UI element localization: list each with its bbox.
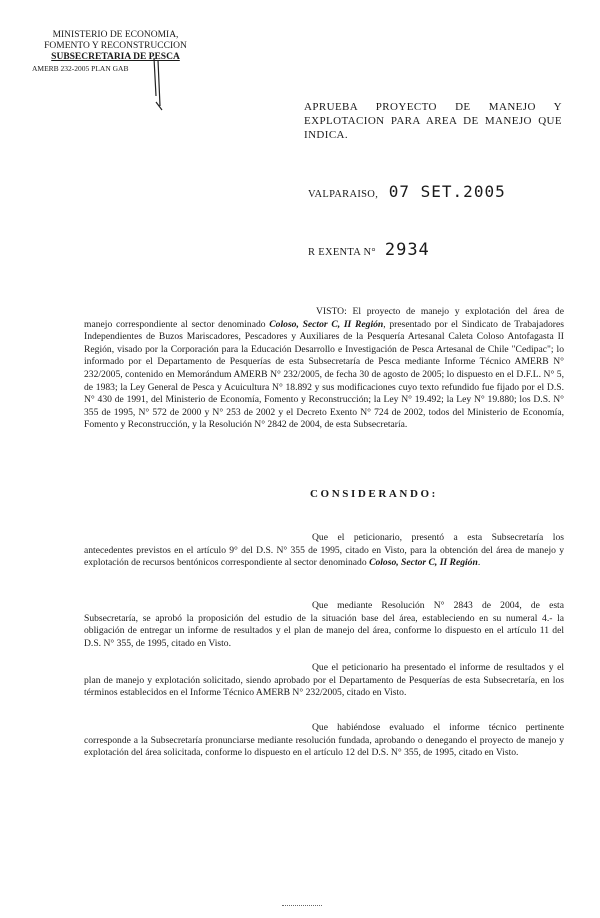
considerando-paragraph-1: [84, 532, 564, 570]
exenta-line: [308, 240, 430, 260]
resolution-subject: APRUEBA PROYECTO DE MANEJO Y EXPLOTACION PARA AREA DE MANEJO QUE INDICA.: [304, 101, 562, 141]
visto-label: VISTO:: [316, 306, 347, 317]
considerando-heading: CONSIDERANDO:: [310, 488, 438, 500]
subsecretaria-title: SUBSECRETARIA DE PESCA: [51, 52, 180, 62]
date-stamp: 07 SET.2005: [388, 182, 506, 201]
considerando-4-text: Que habiéndose evaluado el informe técnico pertinente corresponde a la Subsecretaría pronunciarse mediante resolución fundada, aprobando o denegando el proyecto de manejo y explotación del área solicitada, conforme lo dispuesto en el artículo 12 del D.S. N° 355, de 1995, citado en Visto.: [84, 722, 564, 759]
considerando-paragraph-3: [84, 662, 564, 700]
bottom-mark: [282, 905, 322, 912]
considerando-1-text-2: .: [477, 557, 481, 569]
exenta-label: R EXENTA N°: [308, 247, 376, 258]
considerando-paragraph-4: [84, 722, 564, 760]
place-date: [308, 182, 506, 201]
letterhead: [28, 30, 203, 74]
initials-mark: [148, 56, 168, 112]
considerando-1-text-1: Que el peticionario, presentó a esta Subsecretaría los antecedentes previstos en el artículo 9° del D.S. N° 355 de 1995, citado en Visto, para la obtención del área de manejo y explotación de recursos bentónicos correspondiente al sector denominado: [84, 532, 564, 569]
visto-text-2: , presentado por el Sindicato de Trabajadores Independientes de Buzos Mariscadores, Pescadores y Auxiliares de la Pesquería Artesanal Caleta Coloso Antofagasta II Región, visado por la Corporación para la Educación Desarrollo e Investigación de Pesca Artesanal de Chile "Cedipac"; lo informado por el Departamento de Pesquerías de esta Subsecretaría de Pesca mediante Informe Técnico AMERB N° 232/2005, contenido en Memorándum AMERB N° 232/2005, de fecha 30 de agosto de 2005; lo dispuesto en el D.F.L. N° 5, de 1983; la Ley General de Pesca y Acuicultura N° 18.892 y sus modificaciones cuyo texto refundido fue fijado por el D.S. N° 430 de 1991, del Ministerio de Economía, Fomento y Reconstrucción; la Ley N° 19.492; la Ley N° 19.880; los D.S. N° 355 de 1995, N° 572 de 2000 y N° 253 de 2002 y el Decreto Exento N° 724 de 2002, todos del Ministerio de Economía, Fomento y Reconstrucción, y la Resolución N° 2842 de 2004, de esta Subsecretaría.: [84, 318, 564, 431]
exenta-number: 2934: [384, 240, 430, 260]
ministry-line-1: MINISTERIO DE ECONOMIA,: [52, 30, 179, 40]
visto-paragraph: [84, 306, 564, 432]
considerando-3-text: Que el peticionario ha presentado el informe de resultados y el plan de manejo y explotación solicitado, siendo aprobado por el Departamento de Pesquerías de esta Subsecretaría, en los términos establecidos en el Informe Técnico AMERB N° 232/2005, citado en Visto.: [84, 662, 564, 699]
reference-code: AMERB 232-2005 PLAN GAB: [32, 64, 129, 73]
considerando-1-sector: Coloso, Sector C, II Región: [369, 557, 478, 569]
visto-text-1: El proyecto de manejo y explotación del área de manejo correspondiente al sector denominado: [84, 306, 564, 330]
place-label: VALPARAISO,: [308, 189, 379, 200]
ministry-line-2: FOMENTO Y RECONSTRUCCION: [44, 41, 187, 51]
considerando-paragraph-2: [84, 600, 564, 650]
visto-sector: Coloso, Sector C, II Región: [269, 318, 384, 330]
considerando-2-text: Que mediante Resolución N° 2843 de 2004, de esta Subsecretaría, se aprobó la proposición del estudio de la situación base del área, estableciendo en su numeral 4.- la obligación de entregar un informe de resultados y el plan de manejo del área, conforme lo dispuesto en el artículo 11 del D.S. N° 355, de 1995, citado en Visto.: [84, 600, 564, 649]
